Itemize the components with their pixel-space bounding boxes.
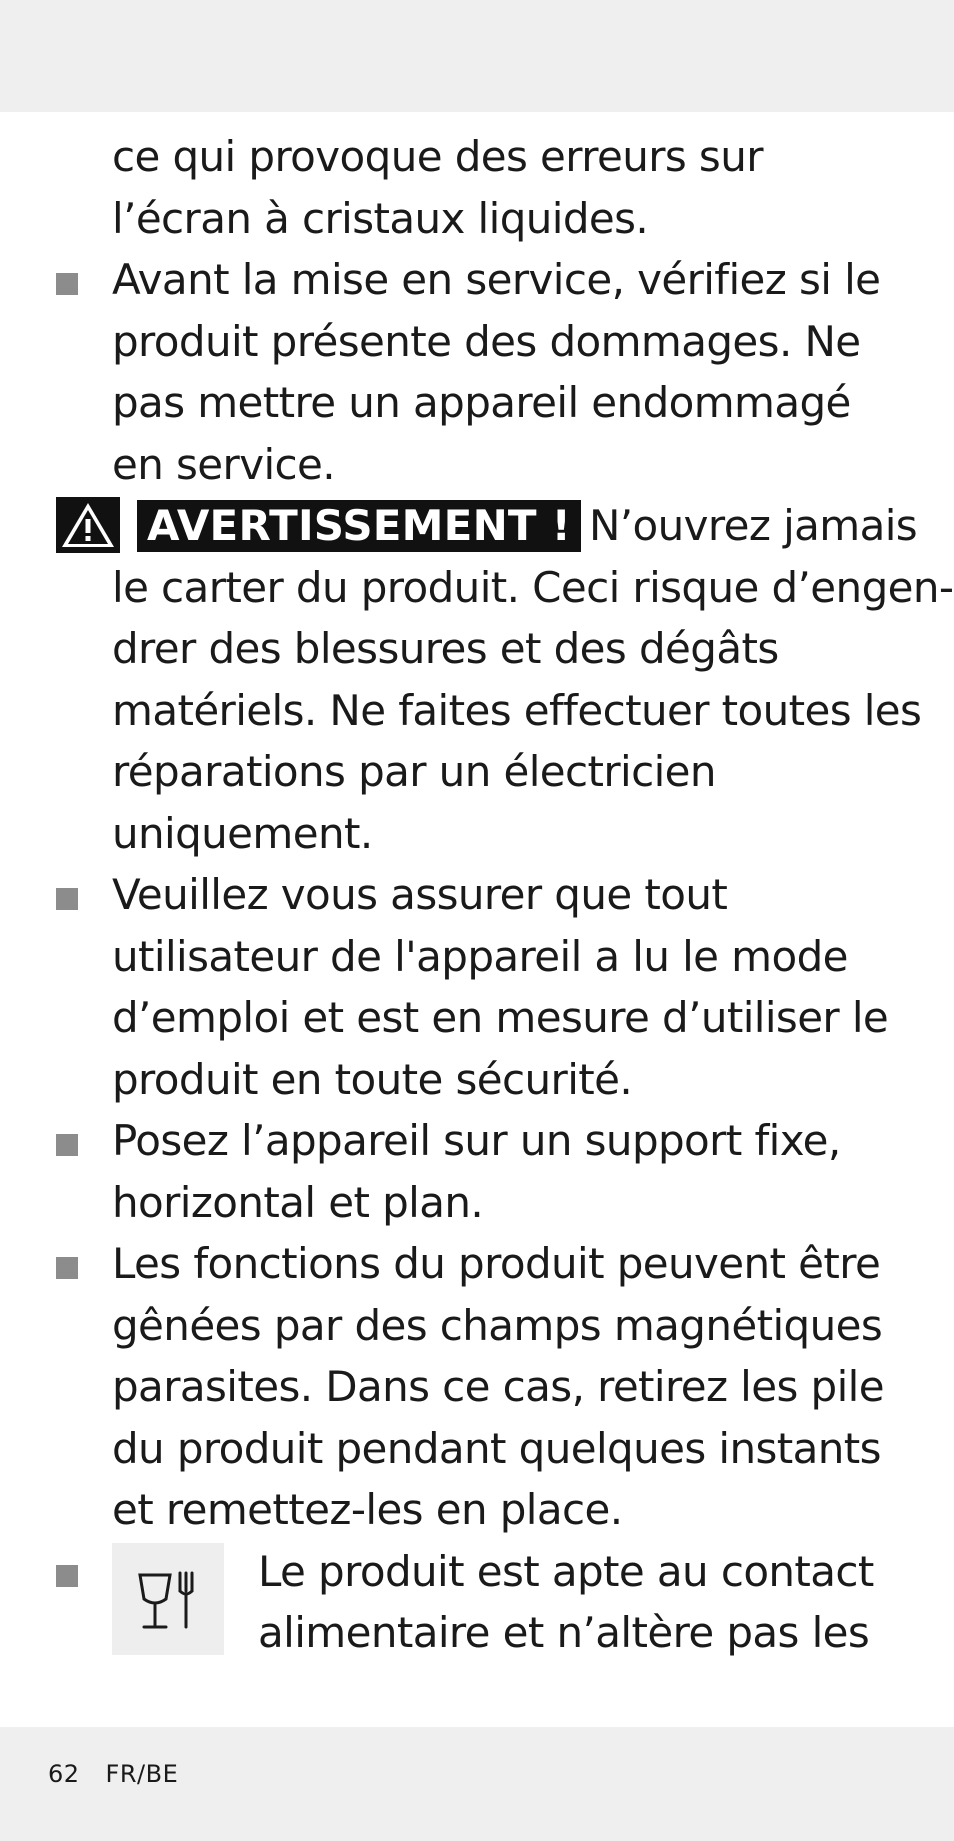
list-item-food-safe [0,1541,954,1664]
paragraph-text: Posez l’appareil sur un support fixe, horizontal et plan. [112,1116,841,1227]
warning-label: AVERTISSEMENT ! [137,500,581,552]
paragraph-continuation [0,126,954,249]
glass-fork-food-safe-icon [112,1543,224,1655]
page-number: 62 [48,1760,80,1788]
paragraph-text: ce qui provoque des erreurs sur l’écran à cristaux liquides. [112,132,763,243]
paragraph-text: Le produit est apte au contact alimentaire et n’altère pas les [258,1546,874,1657]
paragraph-text: Avant la mise en service, vérifiez si le produit présente des dommages. Ne pas mettre un appareil endommagé en service. [112,255,881,489]
warning-triangle-icon [56,497,120,553]
language-code: FR/BE [105,1760,179,1788]
square-bullet-icon [56,1565,78,1587]
square-bullet-icon [56,1134,78,1156]
square-bullet-icon [56,888,78,910]
warning-text: N’ouvrez jamais le carter du produit. Ceci risque d’engen-drer des blessures et des dégâts matériels. Ne faites effectuer toutes les réparations par un électricien uniquement. [112,501,954,858]
top-margin-band [0,0,954,112]
paragraph-text: Veuillez vous assurer que tout utilisateur de l'appareil a lu le mode d’emploi et est en mesure d’utiliser le produit en toute sécurité. [112,870,889,1104]
manual-page-content [0,126,954,1664]
list-item [0,1110,954,1233]
paragraph-text: Les fonctions du produit peuvent être gênées par des champs magnétiques parasites. Dans ce cas, retirez les pile du produit pendant quelques instants et remettez-les en place. [112,1239,884,1534]
list-item [0,249,954,495]
square-bullet-icon [56,1257,78,1279]
warning-paragraph [0,495,954,864]
page-footer [48,1760,204,1788]
list-item [0,864,954,1110]
list-item [0,1233,954,1541]
square-bullet-icon [56,273,78,295]
